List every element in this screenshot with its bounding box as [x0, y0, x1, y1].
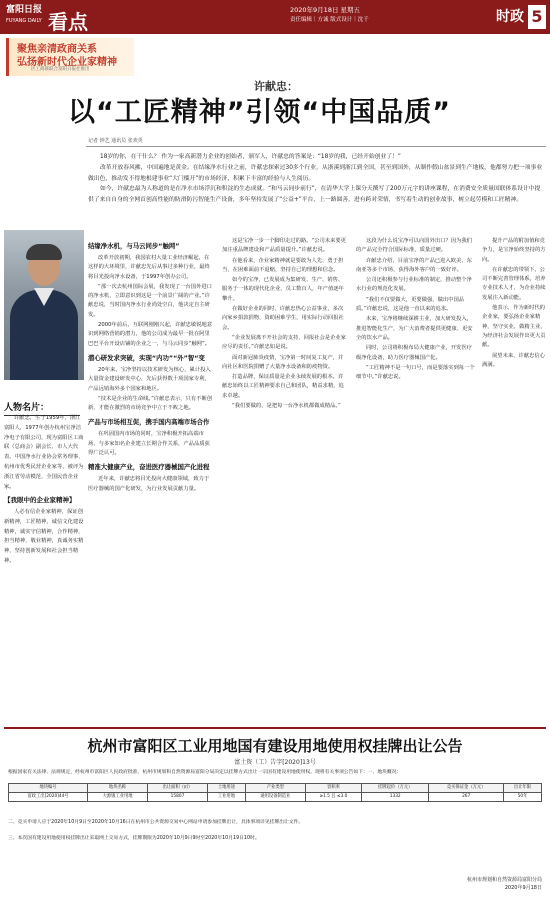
table-cell: ≥1.5 且 ≤3.0: [305, 793, 361, 802]
table-header-cell: 挂牌起价（万元）: [362, 784, 429, 793]
table-header-cell: 地块编号: [9, 784, 88, 793]
body-paragraph: “那一次去杭州国际会展，我发现了一台国外进口的净水机，立即意识到这是一个前景广阔的产业。”许献忠说，当时国内净水行业尚处空白，他决定自主研发。: [88, 283, 212, 318]
table-header-cell: 产业类型: [245, 784, 305, 793]
banner-line3: 区工商联联合富阳日报社推出: [31, 67, 90, 72]
body-paragraph: 如今的宝净，已发展成为集研发、生产、销售、服务于一体的现代化企业，员工数百人，年产值逐年攀升。: [222, 277, 344, 302]
body-paragraph: 未来，宝净将继续深耕主业，加大研发投入，推进智能化生产，为广大消费者提供更健康、更安全的饮水产品。: [356, 316, 473, 341]
body-paragraph: 近年来，许献忠将目光投向大健康领域，致力于医疗器械的国产化研发，为行业发展贡献力量。: [88, 476, 210, 492]
body-paragraph: 提升产品的附加值和竞争力，是宝净始终坚持的方向。: [482, 238, 546, 263]
table-cell: 50年: [504, 793, 542, 802]
table-cell: 大源镇工业用地: [88, 793, 148, 802]
body-paragraph: 打造品牌，保证质量是企业永续发展的根本。许献忠始终以工匠精神要求自己和团队，精益求精，追求卓越。: [222, 374, 344, 399]
body-paragraph: 在巩固国内市场的同时，宝净积极开拓高端市场，与多家知名企业建立长期合作关系，产品品质获得广泛认可。: [88, 431, 210, 457]
page-number: 5: [528, 5, 546, 29]
table-header-row: [9, 784, 542, 793]
notice-paragraph: 三、本次国有建设用地使用权挂牌出让采取网上交易方式，挂牌期限为2020年10月9日9时至2020年10月19日10时。: [8, 836, 260, 841]
issue-date: 2020年9月18日 星期五: [290, 6, 361, 14]
table-header-cell: 出让面积（㎡）: [148, 784, 208, 793]
body-paragraph: 在做好企业的同时，许献忠热心公益事业，多次向家乡捐款捐物，资助困难学生，用实际行动回报社会。: [222, 306, 344, 331]
lead-paragraph: 如今，许献忠最为人称道的是在净水市场浮沉和积淀的生态成就。“和马云同步前行”，在清华大学上课分天撰写了200万元字的讲座课程，在消费安全质量国联体系设计中提供了来自自身的全网首创高性能的防滑防污智能生产设备，多年坚持发展了“公益+”平台，上一路圆善，进有跨对荣情，书写着生动的创业故事，树立起劳模和工匠精神。: [88, 186, 541, 204]
lead-paragraphs: [88, 152, 544, 206]
body-paragraph: 许献忠介绍，目前宝净的产品已进入欧美、东南亚等多个市场，获得海外客户的一致好评。: [356, 257, 472, 273]
table-header-cell: 竞买保证金（万元）: [429, 784, 504, 793]
byline: 记者 钟艺 通讯员 张欢英: [88, 138, 143, 144]
table-header-cell: 容积率: [305, 784, 361, 793]
article-column-1: [88, 237, 214, 495]
table-cell: 工业用地: [207, 793, 245, 802]
banner-box: [6, 38, 134, 76]
table-cell: 15807: [148, 793, 208, 802]
body-paragraph: 他表示，作为新时代的企业家，要弘扬企业家精神，坚守实业，做精主业，为经济社会发展作出更大贡献。: [482, 305, 546, 349]
motto-title: 【我眼中的企业家精神】: [4, 496, 76, 504]
body-paragraph: 2000年前后，互联网刚刚兴起，许献忠敏锐地意识到网络营销的潜力，他的公司成为最早一批在阿里巴巴平台开设店铺的企业之一，与马云同步“触网”。: [88, 322, 213, 347]
notice-title: 杭州市富阳区工业用地国有建设用地使用权挂牌出让公告: [87, 737, 463, 755]
table-cell: 富政工出[2020]44号: [9, 793, 88, 802]
body-paragraph: 这段为什么说宝净可以向国外出口？因为我们的产品完全符合国际标准，质量过硬。: [356, 238, 472, 254]
table-header-cell: 出让年限: [504, 784, 542, 793]
body-paragraph: “技术是企业的生命线。”许献忠表示，只有不断创新，才能在激烈的市场竞争中立于不败之地。: [88, 395, 213, 412]
land-auction-notice: [4, 727, 546, 895]
portrait-photo: [4, 230, 84, 380]
subheading: 精准大健康产业，奋进医疗器械国产化进程: [88, 463, 210, 472]
subheading: 产品与市场相互促，携手国内高端市场合作: [88, 418, 210, 427]
headline-kicker: 许献忠：: [254, 80, 298, 93]
table-header-cell: 地块名称: [88, 784, 148, 793]
notice-signature: [467, 876, 542, 892]
logo-subtext: FUYANG DAILY: [6, 18, 42, 24]
lead-paragraph: 18岁的你，在干什么？ 作为一家高新潜力企业的创始者，颁军人，许献忠的答案是：“18岁的我，已经开始创业了！”: [100, 154, 401, 160]
body-paragraph: 面对新冠肺炎疫情，宝净第一时间复工复产，并向社区和医院捐赠了大量净水设备和防疫物资。: [222, 354, 344, 370]
article-column-2: [222, 237, 348, 412]
editor-line: 责任编辑｜方诚 版式设计｜沈千: [290, 17, 369, 23]
notice-issuer: 杭州市规划和自然资源局富阳分局: [466, 877, 542, 883]
article-column-3: [356, 237, 476, 383]
subheading: 潜心研发求突破，实现“内功”“外”智“变: [88, 353, 205, 362]
section-name: 时政: [496, 9, 524, 25]
table-cell: 1332: [362, 793, 429, 802]
body-paragraph: 改革开放初期，我国农村大量工业经济崛起，在这样的大环境里，许献忠先后从事过多种行业，最终将目光投向净水设备，于1997年创办公司。: [88, 255, 210, 280]
newspaper-logo: [6, 5, 46, 29]
body-paragraph: 同时，公司将积极布局大健康产业，开发医疗级净化设备，助力医疗器械国产化。: [356, 345, 472, 361]
body-paragraph: “我们要做的，是把每一台净水机都做成精品。”: [232, 403, 341, 410]
notice-date: 2020年9月18日: [504, 885, 542, 891]
logo-text: 富阳日报: [6, 5, 43, 15]
body-paragraph: “我们不仅要做大，更要做强，做出中国品质。”许献忠说，这是他一直以来的追求。: [356, 296, 465, 313]
notice-paragraph: 二、竞买申请人应于2020年10月9日至2020年10月16日在杭州市公共资源交易中心网站申请参加挂牌出让，具体事项详见挂牌出让文件。: [8, 820, 304, 825]
table-row: [9, 793, 542, 802]
notice-number: 富土资（工）告字[2020]13号: [234, 759, 316, 766]
motto-text: 人必有信企业家精神，保证创新精神，工匠精神，诚信文化建设精神，诚实守信精神，合作精神，担当精神，敬业精神，真诚务实精神，坚持创新发展和社会担当精神。: [4, 509, 84, 564]
divider: [86, 146, 546, 147]
banner-line2: 弘扬新时代企业家精神: [17, 57, 117, 68]
table-header-cell: 土地用途: [207, 784, 245, 793]
notice-table: [8, 783, 542, 802]
body-paragraph: “企业发展离不开社会的支持，回报社会是企业家应尽的责任。”许献忠如是说。: [222, 334, 346, 351]
column-banner: [0, 34, 550, 82]
lead-paragraph: 改革开放春风拂，中国遍地是黄金。在结缘净水行业之前，许献忠探索过30多个行业，从浙溪到浙江到全国，甚至到国外，从制作假山盆景到生产地板，他都努力把一项事业做出色，推动发不得地根建事业“大门槛开”的市场经济，积累下丰富的经验与人生阅历。: [88, 164, 543, 182]
banner-line1: 聚焦亲清政商关系: [17, 44, 97, 55]
headline: 以“工匠精神”引领“中国品质”: [68, 97, 451, 128]
body-paragraph: 这是宝净一步一个脚印走过的路。“公司未来要更加注重品牌建设和产品质量提升。”许献忠说。: [222, 238, 346, 254]
body-paragraph: 20年来，宝净坚持以技术研发为核心，累计投入大量资金建设研发中心，先后获得数十项国家专利，产品远销海外多个国家和地区。: [88, 366, 211, 392]
section-kan: 看点: [48, 10, 88, 34]
body-paragraph: 在他看来，企业家精神就是要敢为人先、勇于担当，在困难面前不退缩，坚持自己的理想和信念。: [222, 257, 344, 273]
profile-title: 人物名片：: [4, 400, 80, 416]
profile-bio: 许献忠，生于1959年，浙江富阳人，1977年创办杭州宝净洁净电子有限公司，现为富阳区工商联（总商会）副会长、市人大代表、中国净水行业协会常务理事、杭州市优秀民营企业家等，被评为浙江省劳动模范、全国民营企业家。: [4, 415, 84, 490]
body-paragraph: 展望未来，许献忠信心满满。: [482, 352, 545, 368]
table-cell: 通用设备制造业: [245, 793, 305, 802]
body-paragraph: 在许献忠的带领下，公司不断完善管理体系，培养专业技术人才，为企业持续发展注入新动能。: [482, 266, 546, 301]
article-column-4: [482, 237, 546, 371]
body-paragraph: “工匠精神不是一句口号，而是要落实到每一个细节中。”许献忠说。: [356, 364, 475, 381]
subheading: 结缘净水机，与马云同步“触网”: [88, 242, 180, 250]
page-header: [0, 0, 550, 34]
table-cell: 267: [429, 793, 504, 802]
notice-intro: 根据国家有关法律、法规规定，经杭州市富阳区人民政府批准，杭州市规划和自然资源局富阳分局决定以挂牌方式出让一宗国有建设用地使用权。现将有关事项公告如下：一、地块概况：: [8, 770, 402, 775]
body-paragraph: 公司还积极参与行业标准的制定，推动整个净水行业的规范化发展。: [356, 277, 472, 293]
